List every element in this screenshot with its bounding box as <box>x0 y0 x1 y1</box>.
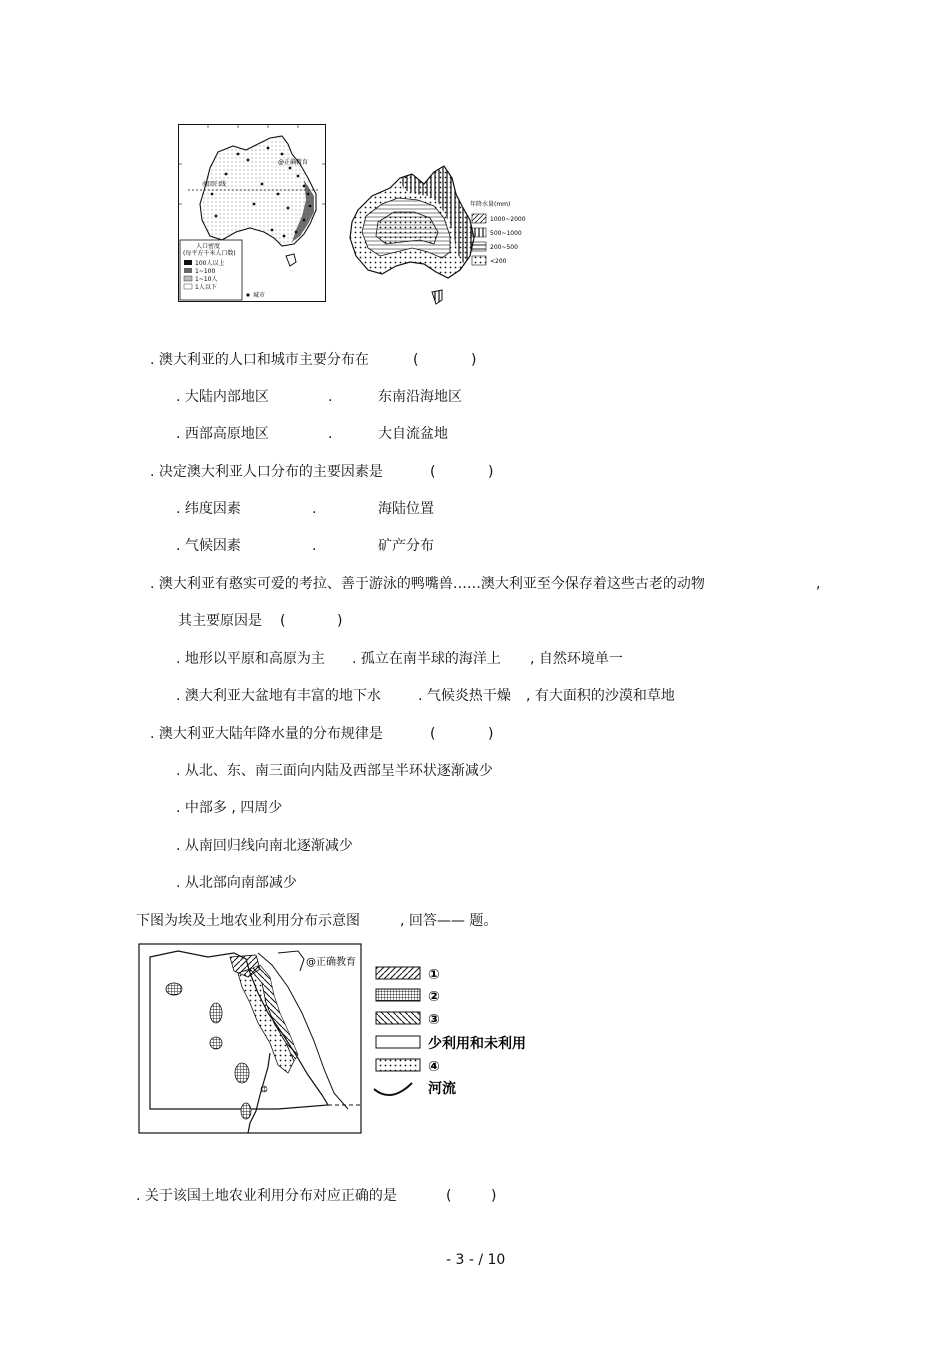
q3-option-d-2: , 有大面积的沙漠和草地 <box>526 688 675 704</box>
q4-paren-open: ( <box>430 726 436 742</box>
q1-paren-open: ( <box>413 352 419 368</box>
q2-paren-close: ) <box>488 464 494 480</box>
q4-stem: . 澳大利亚大陆年降水量的分布规律是 <box>150 726 383 742</box>
q3-option-b-2: , 自然环境单一 <box>530 651 623 667</box>
q3-option-d: . 气候炎热干燥 <box>418 688 511 704</box>
q1-option-b-dot: . <box>328 389 333 405</box>
watermark: @正确教育 <box>278 159 309 166</box>
q3-stem-2: 其主要原因是 <box>178 613 262 629</box>
rain-legend-2: 500~1000 <box>490 230 522 237</box>
egypt-legend-4: 少利用和未利用 <box>428 1036 526 1052</box>
q1-stem: . 澳大利亚的人口和城市主要分布在 <box>150 352 369 368</box>
q2-option-d: 矿产分布 <box>378 538 434 554</box>
legend-item-3: 1~10人 <box>195 276 218 283</box>
egypt-legend-6: 河流 <box>428 1081 456 1097</box>
city-label: 城市 <box>253 292 266 299</box>
egypt-landuse-map <box>138 943 568 1135</box>
australia-rainfall-map <box>338 160 538 310</box>
q3-option-c: . 澳大利亚大盆地有丰富的地下水 <box>176 688 381 704</box>
tropic-label: 南回归线 <box>202 181 227 188</box>
q2-stem: . 决定澳大利亚人口分布的主要因素是 <box>150 464 383 480</box>
q3-option-a: . 地形以平原和高原为主 <box>176 651 325 667</box>
rain-legend-4: <200 <box>490 258 507 265</box>
egypt-watermark: @正确教育 <box>306 957 356 968</box>
q1-option-c: . 西部高原地区 <box>176 426 269 442</box>
q2-option-d-dot: . <box>312 538 317 554</box>
intro-text-2: , 回答—— 题。 <box>400 913 498 929</box>
legend-item-2: 1~100 <box>195 268 216 275</box>
q3-paren-open: ( <box>280 613 286 629</box>
page-number: - 3 - / 10 <box>446 1252 506 1268</box>
q3-option-b: . 孤立在南半球的海洋上 <box>352 651 501 667</box>
q4-option-d: . 从北部向南部减少 <box>176 875 297 891</box>
q2-option-b: 海陆位置 <box>378 501 434 517</box>
egypt-legend-2: ② <box>428 989 440 1005</box>
q3-paren-close: ) <box>337 613 343 629</box>
q2-paren-open: ( <box>430 464 436 480</box>
legend-item-4: 1人以下 <box>195 284 217 291</box>
q2-option-b-dot: . <box>312 501 317 517</box>
q5-paren-open: ( <box>446 1188 452 1204</box>
q2-option-c: . 气候因素 <box>176 538 241 554</box>
q1-option-a: . 大陆内部地区 <box>176 389 269 405</box>
q4-option-b: . 中部多 , 四周少 <box>176 800 283 816</box>
rain-legend-title: 年降水量(mm) <box>470 201 511 208</box>
australia-population-map <box>178 124 326 302</box>
q1-option-b: 东南沿海地区 <box>378 389 462 405</box>
q5-stem: . 关于该国土地农业利用分布对应正确的是 <box>136 1188 397 1204</box>
intro-text-1: 下图为埃及土地农业利用分布示意图 <box>136 913 360 929</box>
legend-unit: (每平方千米人口数) <box>183 250 236 257</box>
q3-stem: . 澳大利亚有憨实可爱的考拉、善于游泳的鸭嘴兽……澳大利亚至今保存着这些古老的动物 <box>150 576 705 592</box>
q1-paren-close: ) <box>471 352 477 368</box>
legend-item-1: 100人以上 <box>195 260 225 267</box>
rain-legend-1: 1000~2000 <box>490 216 526 223</box>
q4-option-a: . 从北、东、南三面向内陆及西部呈半环状逐渐减少 <box>176 763 493 779</box>
q1-option-d: 大自流盆地 <box>378 426 448 442</box>
egypt-legend-3: ③ <box>428 1012 440 1028</box>
egypt-legend-1: ① <box>428 967 440 983</box>
q1-option-d-dot: . <box>328 426 333 442</box>
q2-option-a: . 纬度因素 <box>176 501 241 517</box>
q3-comma: , <box>816 576 821 592</box>
q5-paren-close: ) <box>491 1188 497 1204</box>
q4-option-c: . 从南回归线向南北逐渐减少 <box>176 838 353 854</box>
legend-title: 人口密度 <box>196 243 221 250</box>
rain-legend-3: 200~500 <box>490 244 518 251</box>
egypt-legend-5: ④ <box>428 1059 440 1075</box>
q4-paren-close: ) <box>488 726 494 742</box>
